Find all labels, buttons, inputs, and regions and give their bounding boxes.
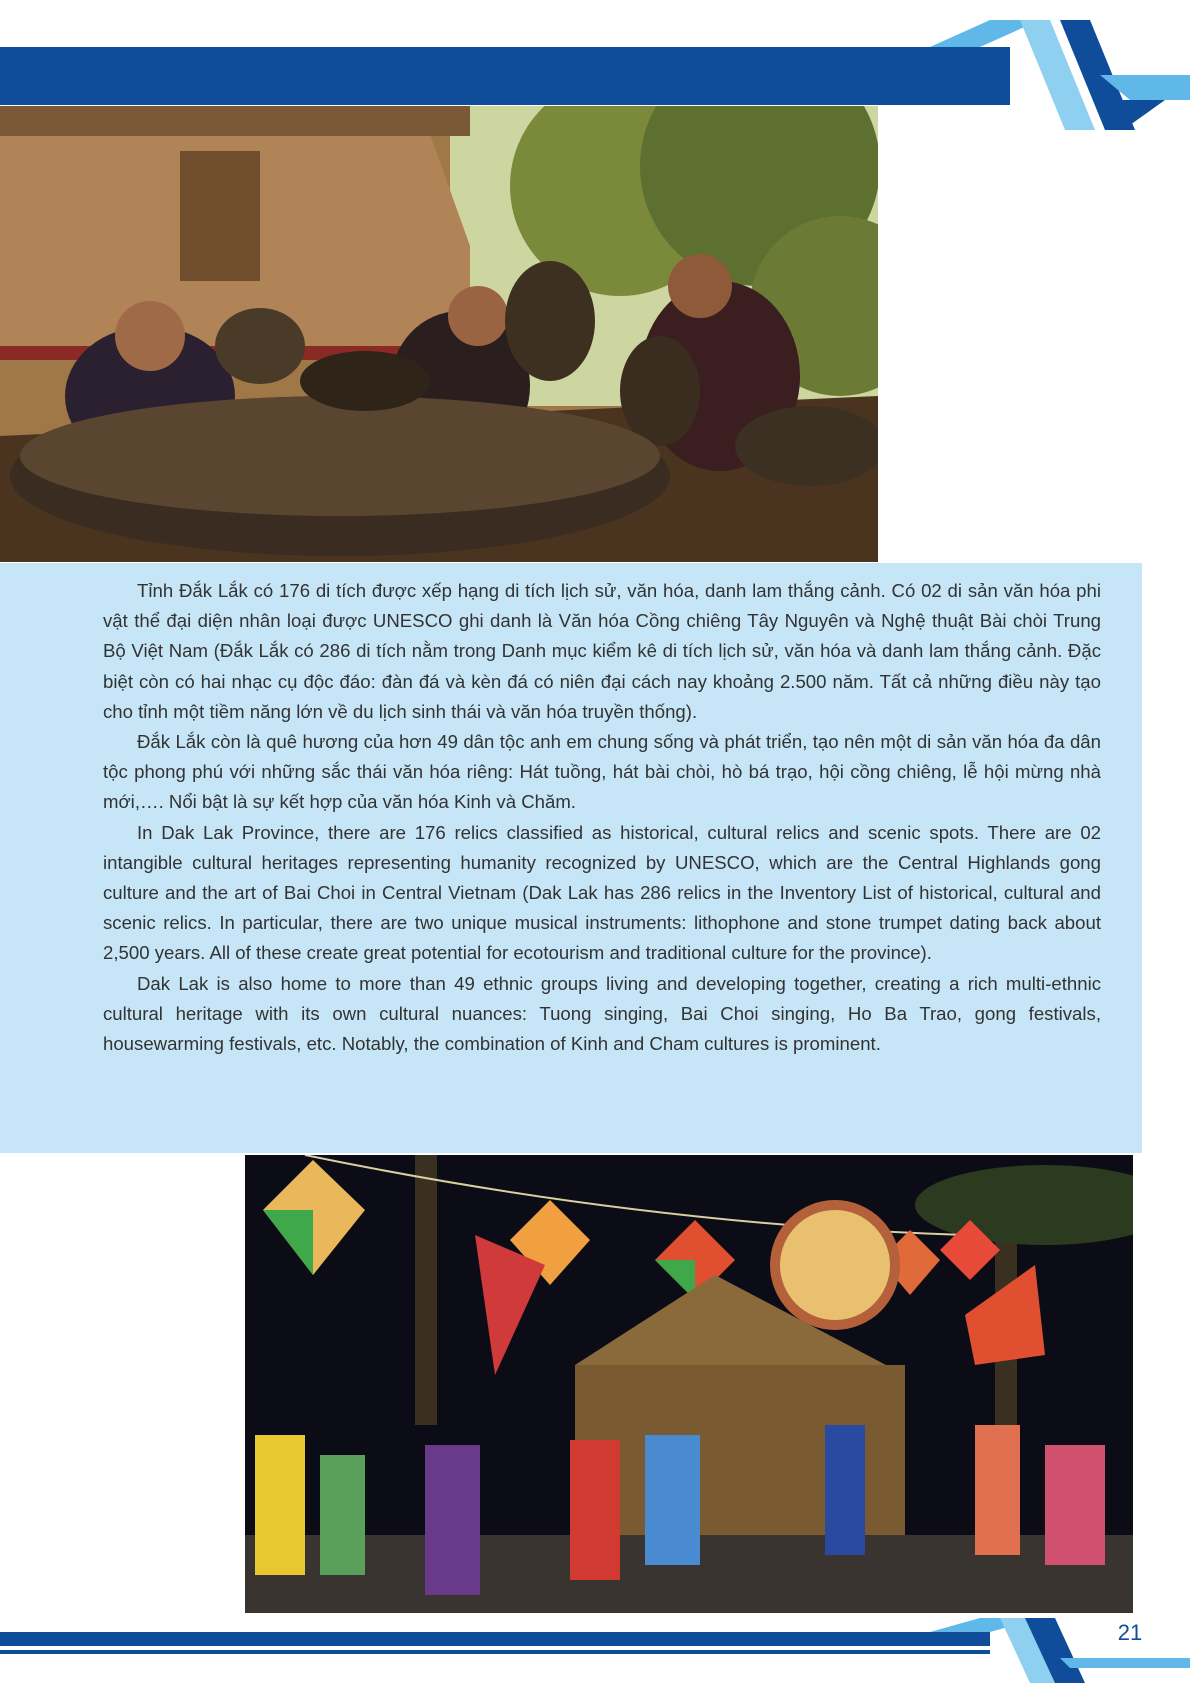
paragraph-en-2: Dak Lak is also home to more than 49 ethnic groups living and developing together, creating a rich multi-ethnic cultural heritage with its own cultural nuances: Tuong singing, Bai Choi singing, Ho Ba Trao, gong festivals, housewarming festivals, etc. Notably, the combination of Kinh and Cham cultures is prominent. (103, 972, 1101, 1055)
paragraph-vi-2: Đắk Lắk còn là quê hương của hơn 49 dân tộc anh em chung sống và phát triển, tạo nên một di sản văn hóa đa dân tộc phong phú với những sắc thái văn hóa riêng: Hát tuồng, hát bài chòi, hò bá trạo, hội cồng chiêng, lễ hội mừng nhà mới,…. Nổi bật là sự kết hợp của văn hóa Kinh và Chăm. (103, 731, 1101, 813)
footer-band (0, 1632, 990, 1646)
page-number: 21 (1117, 1620, 1143, 1645)
text-panel (0, 563, 1142, 1153)
paragraph-en-1: In Dak Lak Province, there are 176 relics classified as historical, cultural relics and scenic spots. There are 02 intangible cultural heritages representing humanity recognized by UNESCO, which are the Central Highlands gong culture and the art of Bai Choi in Central Vietnam (Dak Lak has 286 relics in the Inventory List of historical, cultural and scenic relics. In particular, there are two unique musical instruments: lithophone and stone trumpet dating back about 2,500 years. All of these create great potential for ecotourism and traditional culture for the province). (103, 821, 1101, 964)
body-text (103, 576, 1101, 1059)
bai-choi-festival-photo (245, 1155, 1133, 1613)
header-band (0, 47, 1010, 105)
footer-line (0, 1650, 990, 1654)
gong-players-photo (0, 106, 878, 562)
paragraph-vi-1: Tỉnh Đắk Lắk có 176 di tích được xếp hạng di tích lịch sử, văn hóa, danh lam thắng cảnh. Có 02 di sản văn hóa phi vật thể đại diện nhân loại được UNESCO ghi danh là Văn hóa Cồng chiêng Tây Nguyên và Nghệ thuật Bài chòi Trung Bộ Việt Nam (Đắk Lắk có 286 di tích nằm trong Danh mục kiểm kê di tích lịch sử, văn hóa và danh lam thắng cảnh. Đặc biệt còn có hai nhạc cụ độc đáo: đàn đá và kèn đá có niên đại cách nay khoảng 2.500 năm. Tất cả những điều này tạo cho tỉnh một tiềm năng lớn về du lịch sinh thái và văn hóa truyền thống). (103, 580, 1101, 722)
header-decoration (930, 15, 1190, 135)
